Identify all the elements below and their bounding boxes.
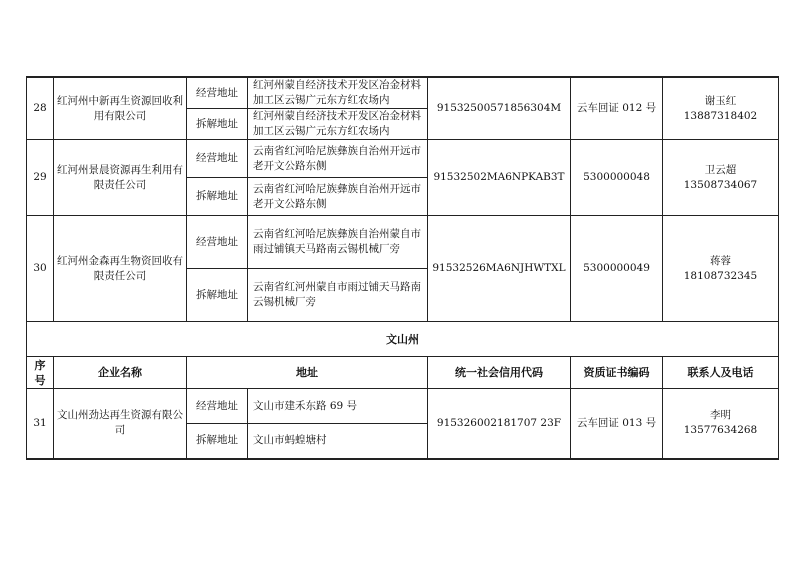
header-no: 序号: [27, 357, 54, 389]
table-row: [27, 216, 779, 269]
header-cert: 资质证书编码: [571, 357, 663, 389]
contact: [663, 77, 779, 140]
certificate-code: 5300000049: [571, 216, 663, 322]
row-number: 31: [27, 389, 54, 459]
business-address-label: 经营地址: [187, 140, 248, 178]
business-address-label: 经营地址: [187, 216, 248, 269]
header-credit: 统一社会信用代码: [428, 357, 571, 389]
certificate-code: 云车回证 013 号: [571, 389, 663, 459]
credit-code: 91532500571856304M: [428, 77, 571, 140]
credit-code: 915326002181707 23F: [428, 389, 571, 459]
contact-name: 蒋蓉: [710, 254, 731, 267]
table-row: [27, 77, 779, 109]
business-address-label: 经营地址: [187, 389, 248, 424]
credit-code: 91532502MA6NPKAB3T: [428, 140, 571, 216]
business-address: 云南省红河哈尼族彝族自治州蒙自市雨过铺镇天马路南云锡机械厂旁: [248, 216, 428, 269]
header-address: 地址: [187, 357, 428, 389]
enterprise-name: 红河州金森再生物资回收有限责任公司: [54, 216, 187, 322]
row-number: 29: [27, 140, 54, 216]
certificate-code: 5300000048: [571, 140, 663, 216]
dismantle-address: 云南省红河哈尼族彝族自治州开远市老开文公路东侧: [248, 178, 428, 216]
dismantle-address-label: 拆解地址: [187, 109, 248, 140]
contact-phone: 18108732345: [683, 269, 758, 282]
row-number: 30: [27, 216, 54, 322]
contact-name: 谢玉红: [704, 94, 737, 107]
business-address-label: 经营地址: [187, 77, 248, 109]
contact: [663, 140, 779, 216]
dismantle-address: 红河州蒙自经济技术开发区冶金材料加工区云锡广元东方红农场内: [248, 109, 428, 140]
dismantle-address-label: 拆解地址: [187, 178, 248, 216]
contact-phone: 13577634268: [683, 424, 758, 437]
contact-name: 卫云超: [704, 163, 737, 176]
header-row: [27, 357, 779, 389]
business-address: 红河州蒙自经济技术开发区冶金材料加工区云锡广元东方红农场内: [248, 77, 428, 109]
dismantle-address: 文山市蚂蝗塘村: [248, 424, 428, 459]
dismantle-address-label: 拆解地址: [187, 269, 248, 322]
contact-phone: 13508734067: [683, 178, 758, 191]
header-name: 企业名称: [54, 357, 187, 389]
contact: [663, 389, 779, 459]
contact: [663, 216, 779, 322]
contact-phone: 13887318402: [683, 109, 758, 122]
header-contact: 联系人及电话: [663, 357, 779, 389]
business-address: 云南省红河哈尼族彝族自治州开远市老开文公路东侧: [248, 140, 428, 178]
dismantle-address-label: 拆解地址: [187, 424, 248, 459]
certificate-code: 云车回证 012 号: [571, 77, 663, 140]
table-row: [27, 389, 779, 424]
dismantle-address: 云南省红河州蒙自市雨过铺天马路南云锡机械厂旁: [248, 269, 428, 322]
row-number: 28: [27, 77, 54, 140]
region-title: 文山州: [27, 322, 779, 357]
enterprise-name: 文山州劲达再生资源有限公司: [54, 389, 187, 459]
enterprise-name: 红河州中新再生资源回收利用有限公司: [54, 77, 187, 140]
contact-name: 李明: [710, 409, 731, 422]
credit-code: 91532526MA6NJHWTXL: [428, 216, 571, 322]
enterprise-table: [26, 76, 779, 460]
table-row: [27, 140, 779, 178]
business-address: 文山市建禾东路 69 号: [248, 389, 428, 424]
region-row: [27, 322, 779, 357]
enterprise-name: 红河州景晨资源再生利用有限责任公司: [54, 140, 187, 216]
